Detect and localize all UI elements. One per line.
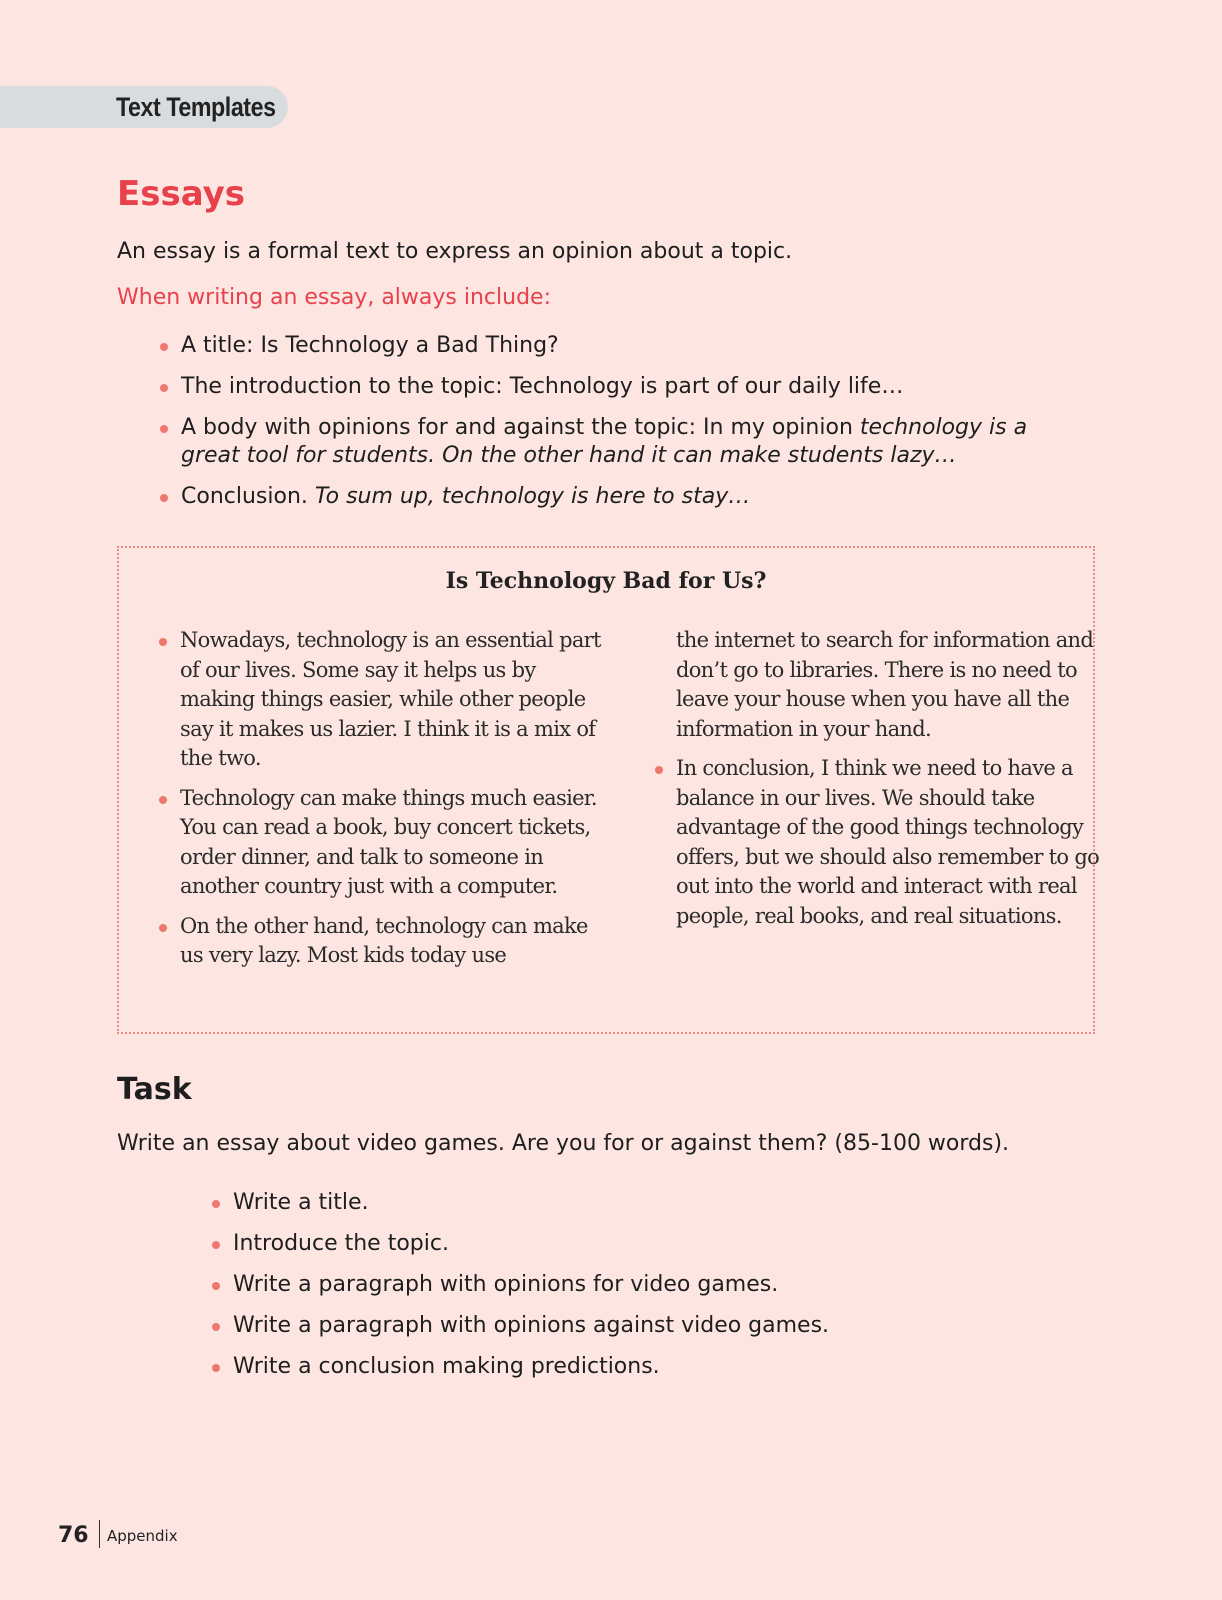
sample-essay-title: Is Technology Bad for Us? <box>445 568 767 594</box>
task-item: Write a paragraph with opinions against video games. <box>233 1312 1033 1340</box>
sample-paragraph: In conclusion, I think we need to have a balance in our lives. We should take advantage of the good things technology offers, but we should also remember to go out into the world and interact with real people, real books, and real situations. <box>676 754 1106 931</box>
include-heading: When writing an essay, always include: <box>117 285 551 310</box>
sample-right-list <box>676 754 1106 931</box>
sample-right-column <box>676 626 1106 941</box>
include-item <box>181 483 1061 511</box>
include-item <box>181 332 1061 360</box>
task-list <box>233 1189 1033 1394</box>
include-item-text: The introduction to the topic: Technology is part of our daily life… <box>181 374 904 399</box>
task-item: Write a title. <box>233 1189 1033 1217</box>
sample-paragraph: Technology can make things much easier. You can read a book, buy concert tickets, order dinner, and talk to someone in another country just with a computer. <box>180 784 610 902</box>
include-list <box>181 332 1061 524</box>
task-instructions: Write an essay about video games. Are you for or against them? (85-100 words). <box>117 1131 1010 1156</box>
essays-heading: Essays <box>117 174 245 214</box>
task-item: Write a paragraph with opinions for video games. <box>233 1271 1033 1299</box>
sample-paragraph: On the other hand, technology can make us very lazy. Most kids today use <box>180 912 610 971</box>
task-item: Introduce the topic. <box>233 1230 1033 1258</box>
include-item-text: A body with opinions for and against the topic: In my opinion <box>181 415 860 440</box>
include-item <box>181 373 1061 401</box>
sample-left-list <box>180 626 610 971</box>
include-item-italic: To sum up, technology is here to stay… <box>314 484 751 509</box>
sample-left-column <box>180 626 610 981</box>
footer-section-label: Appendix <box>107 1527 178 1545</box>
include-item-text: A title: Is Technology a Bad Thing? <box>181 333 559 358</box>
sample-paragraph-continuation: the internet to search for information and don’t go to libraries. There is no need to leave your house when you have all the information in your hand. <box>676 628 1094 741</box>
include-item-text: Conclusion. <box>181 484 315 509</box>
include-item-italic: technology is a great tool for students. On the other hand it can make students lazy… <box>181 415 1028 468</box>
sample-paragraph: Nowadays, technology is an essential part of our lives. Some say it helps us by making things easier, while other people say it makes us lazier. I think it is a mix of the two. <box>180 626 610 774</box>
sample-essay-box <box>117 546 1100 1034</box>
task-heading: Task <box>117 1072 192 1107</box>
footer-divider <box>99 1520 100 1548</box>
task-item: Write a conclusion making predictions. <box>233 1353 1033 1381</box>
page-number: 76 <box>58 1523 89 1548</box>
essays-intro: An essay is a formal text to express an opinion about a topic. <box>117 239 793 264</box>
section-tab-label: Text Templates <box>116 92 276 122</box>
include-item <box>181 414 1061 470</box>
